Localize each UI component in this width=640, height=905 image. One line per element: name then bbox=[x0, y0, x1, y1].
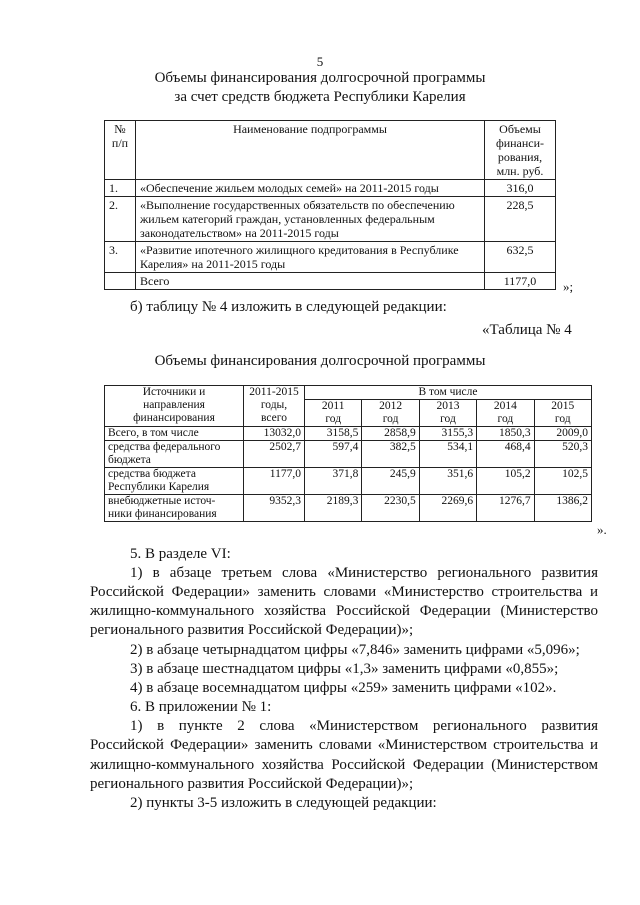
t2-header-year-2012: 2012 год bbox=[362, 400, 419, 427]
table-row bbox=[105, 197, 556, 242]
t2-row4-total: 9352,3 bbox=[244, 495, 305, 522]
t2-row2-2012: 382,5 bbox=[362, 441, 419, 468]
t2-row1-2012: 2858,9 bbox=[362, 427, 419, 441]
para-1-line2: Российской Федерации» заменить словами «Министерство строительства и bbox=[90, 584, 598, 600]
t2-row1-2013: 3155,3 bbox=[419, 427, 476, 441]
para-3: 3) в абзаце шестнадцатом цифры «1,3» заменить цифрами «0,855»; bbox=[130, 661, 559, 677]
para-2: 2) в абзаце четырнадцатом цифры «7,846» заменить цифрами «5,096»; bbox=[130, 642, 580, 658]
t2-row2-2015: 520,3 bbox=[534, 441, 591, 468]
table-row bbox=[105, 441, 592, 468]
appendix-para-2: 2) пункты 3-5 изложить в следующей редакции: bbox=[130, 795, 437, 811]
t2-row4-2012: 2230,5 bbox=[362, 495, 419, 522]
t2-row3-total: 1177,0 bbox=[244, 468, 305, 495]
t2-close-quote: ». bbox=[597, 522, 607, 537]
table-row bbox=[105, 273, 556, 290]
t2-header-period: 2011-2015 годы, всего bbox=[244, 386, 305, 427]
t2-row1-2015: 2009,0 bbox=[534, 427, 591, 441]
t2-row1-label: Всего, в том числе bbox=[105, 427, 244, 441]
t1-row3-name: «Развитие ипотечного жилищного кредитования в Республике Карелия» на 2011-2015 годы bbox=[136, 242, 485, 273]
page-number: 5 bbox=[316, 54, 324, 69]
t2-row2-total: 2502,7 bbox=[244, 441, 305, 468]
para-1-line1: 1) в абзаце третьем слова «Министерство регионального развития bbox=[130, 565, 598, 581]
para-4: 4) в абзаце восемнадцатом цифры «259» заменить цифрами «102». bbox=[130, 680, 557, 696]
t1-total-value: 1177,0 bbox=[485, 273, 556, 290]
table-row bbox=[105, 427, 592, 441]
t2-row2-label: средства федерального бюджета bbox=[105, 441, 244, 468]
section-6-heading: 6. В приложении № 1: bbox=[130, 699, 272, 715]
t2-row4-2013: 2269,6 bbox=[419, 495, 476, 522]
t2-row2-2011: 597,4 bbox=[305, 441, 362, 468]
t1-total-label: Всего bbox=[136, 273, 485, 290]
table1-title-line1: Объемы финансирования долгосрочной программы bbox=[154, 70, 486, 86]
subprogram-funding-table bbox=[104, 120, 556, 290]
t1-row2-volume: 228,5 bbox=[485, 197, 556, 242]
t1-row3-num: 3. bbox=[105, 242, 136, 273]
t1-header-num: № п/п bbox=[105, 121, 136, 180]
table1-title-line2: за счет средств бюджета Республики Карелия bbox=[174, 89, 466, 105]
t2-header-sources: Источники и направления финансирования bbox=[105, 386, 244, 427]
appendix-para-1-line1: 1) в пункте 2 слова «Министерством регионального развития bbox=[130, 718, 598, 734]
t2-row1-total: 13032,0 bbox=[244, 427, 305, 441]
para-b: б) таблицу № 4 изложить в следующей редакции: bbox=[130, 299, 447, 315]
appendix-para-1-line3: жилищно-коммунального хозяйства Российской Федерации (Министерством bbox=[90, 757, 598, 773]
program-funding-table bbox=[104, 385, 592, 522]
t2-row3-2013: 351,6 bbox=[419, 468, 476, 495]
section-5-heading: 5. В разделе VI: bbox=[130, 546, 231, 562]
t1-row3-volume: 632,5 bbox=[485, 242, 556, 273]
t2-header-year-2015: 2015 год bbox=[534, 400, 591, 427]
t2-row3-2014: 105,2 bbox=[477, 468, 534, 495]
appendix-para-1-line2: Российской Федерации» заменить словами «Министерством строительства и bbox=[90, 737, 598, 753]
table-row bbox=[105, 468, 592, 495]
t2-row4-label: внебюджетные источ- ники финансирования bbox=[105, 495, 244, 522]
t2-row3-2015: 102,5 bbox=[534, 468, 591, 495]
t1-row1-volume: 316,0 bbox=[485, 180, 556, 197]
t1-row1-num: 1. bbox=[105, 180, 136, 197]
t2-row2-2013: 534,1 bbox=[419, 441, 476, 468]
t2-row3-2011: 371,8 bbox=[305, 468, 362, 495]
t2-row2-2014: 468,4 bbox=[477, 441, 534, 468]
table-row bbox=[105, 242, 556, 273]
t2-row1-2011: 3158,5 bbox=[305, 427, 362, 441]
para-1-line3: жилищно-коммунального хозяйства Российской Федерации (Министерство bbox=[90, 603, 598, 619]
para-1-line4: регионального развития Российской Федерации)»; bbox=[90, 622, 414, 638]
t2-row3-2012: 245,9 bbox=[362, 468, 419, 495]
t1-row1-name: «Обеспечение жильем молодых семей» на 2011-2015 годы bbox=[136, 180, 485, 197]
t1-header-volume: Объемы финанси- рования, млн. руб. bbox=[485, 121, 556, 180]
t2-header-year-2011: 2011 год bbox=[305, 400, 362, 427]
t2-row4-2014: 1276,7 bbox=[477, 495, 534, 522]
t2-header-year-2014: 2014 год bbox=[477, 400, 534, 427]
t1-row2-name: «Выполнение государственных обязательств по обеспечению жильем категорий граждан, установленных федеральным законодательством» на 2011-2015 годы bbox=[136, 197, 485, 242]
t1-row2-num: 2. bbox=[105, 197, 136, 242]
t2-row3-label: средства бюджета Республики Карелия bbox=[105, 468, 244, 495]
t2-row4-2015: 1386,2 bbox=[534, 495, 591, 522]
t2-row1-2014: 1850,3 bbox=[477, 427, 534, 441]
table-ref: «Таблица № 4 bbox=[482, 322, 572, 338]
t1-header-name: Наименование подпрограммы bbox=[136, 121, 485, 180]
t2-header-year-2013: 2013 год bbox=[419, 400, 476, 427]
table2-title: Объемы финансирования долгосрочной программы bbox=[154, 353, 486, 369]
appendix-para-1-line4: регионального развития Российской Федерации)»; bbox=[90, 776, 414, 792]
table-row bbox=[105, 180, 556, 197]
t2-row4-2011: 2189,3 bbox=[305, 495, 362, 522]
t1-close-quote: »; bbox=[563, 279, 574, 294]
table-row bbox=[105, 495, 592, 522]
t2-header-including: В том числе bbox=[305, 386, 592, 400]
